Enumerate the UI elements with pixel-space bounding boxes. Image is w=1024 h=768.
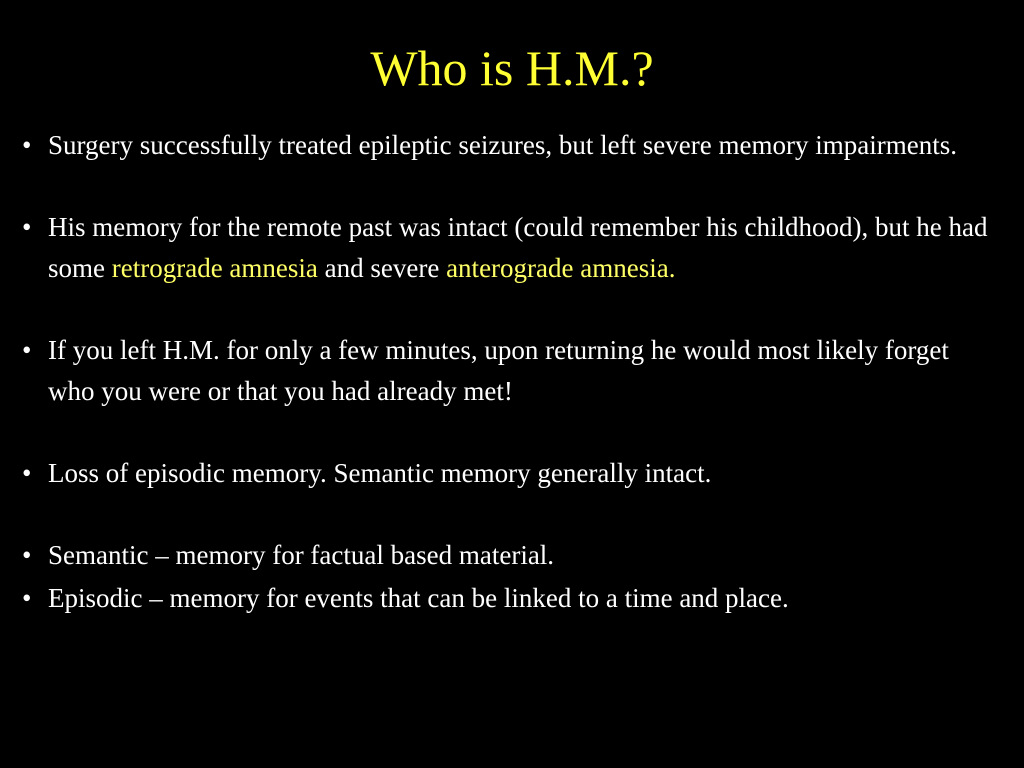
bullet-item-forget	[22, 330, 992, 412]
bullet-dot-icon: •	[22, 458, 32, 488]
highlight-anterograde-amnesia: anterograde amnesia.	[446, 253, 676, 283]
bullet-text-continued: and severe	[317, 253, 447, 283]
bullet-item-episodic-loss	[22, 453, 992, 494]
slide-title: Who is H.M.?	[370, 40, 654, 96]
bullet-text: If you left H.M. for only a few minutes, upon returning he would most likely forget who you were or that you had already met!	[48, 335, 949, 406]
bullet-dot-icon: •	[22, 583, 32, 613]
bullet-list	[22, 125, 992, 619]
bullet-text: Loss of episodic memory. Semantic memory generally intact.	[48, 458, 712, 488]
bullet-dot-icon: •	[22, 540, 32, 570]
highlight-retrograde-amnesia: retrograde amnesia	[111, 253, 318, 283]
bullet-dot-icon: •	[22, 212, 32, 242]
bullet-text: Surgery successfully treated epileptic seizures, but left severe memory impairments.	[48, 130, 957, 160]
bullet-text: Semantic – memory for factual based material.	[48, 540, 555, 570]
bullet-dot-icon: •	[22, 335, 32, 365]
bullet-text: Episodic – memory for events that can be linked to a time and place.	[48, 583, 789, 613]
bullet-text: His memory for the remote past was intact (could remember his childhood), but he had some	[48, 212, 988, 283]
bullet-dot-icon: •	[22, 130, 32, 160]
bullet-item-semantic	[22, 535, 992, 576]
bullet-item-surgery	[22, 125, 992, 166]
bullet-item-episodic	[22, 578, 992, 619]
bullet-item-memory	[22, 207, 992, 289]
